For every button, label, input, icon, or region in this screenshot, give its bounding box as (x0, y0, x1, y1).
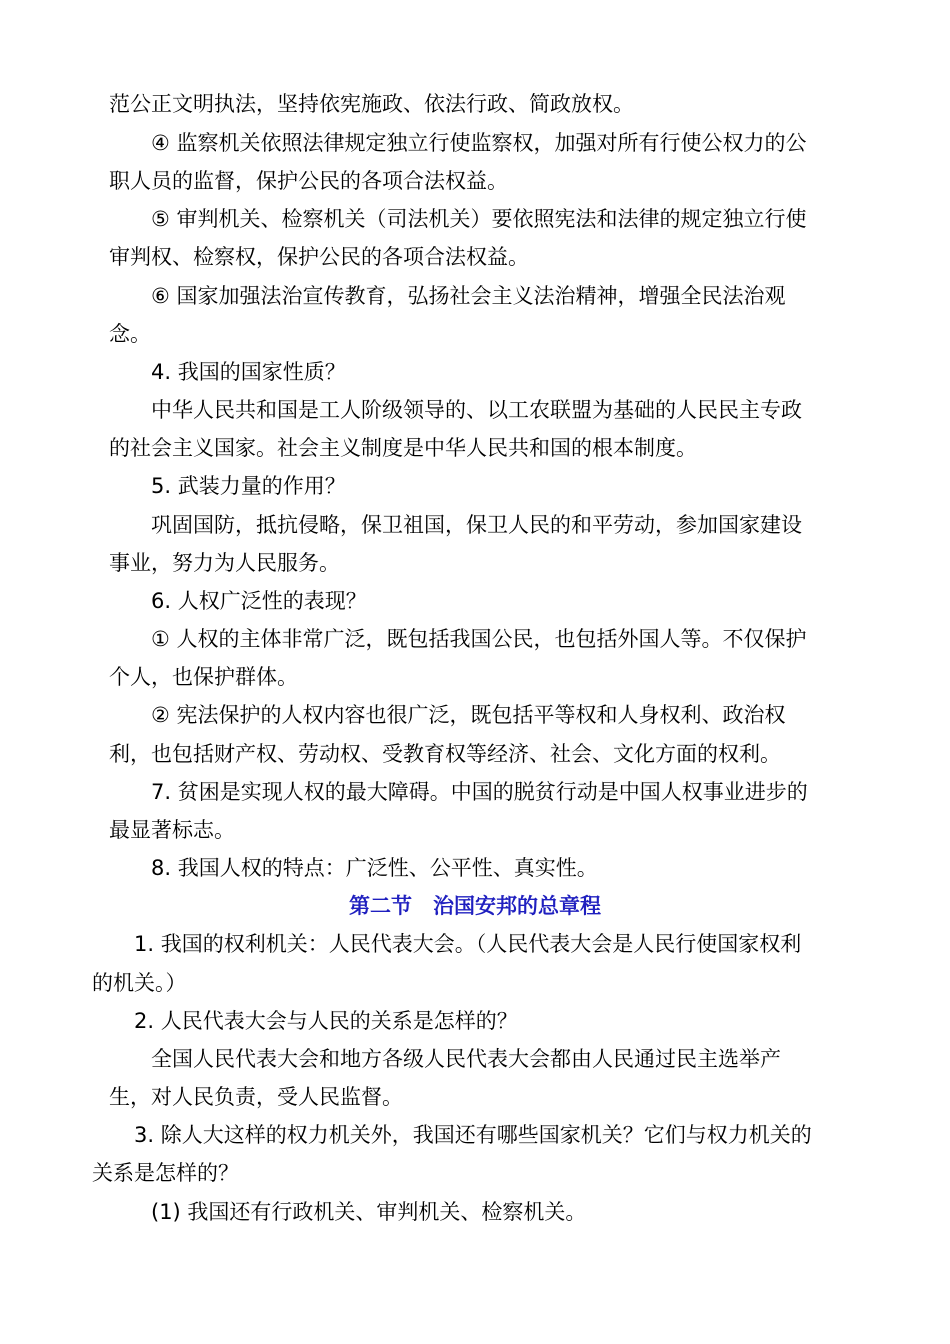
text-line: 范公正文明执法，坚持依宪施政、依法行政、简政放权。 (109, 92, 634, 116)
text-line: 中华人民共和国是工人阶级领导的、以工农联盟为基础的人民民主专政 (151, 398, 802, 422)
text-line: 的机关。） (92, 971, 187, 995)
text-line: ④ 监察机关依照法律规定独立行使监察权，加强对所有行使公权力的公 (151, 131, 807, 155)
question-line: 4. 我国的国家性质？ (151, 360, 346, 384)
text-line: 巩固国防，抵抗侵略，保卫祖国，保卫人民的和平劳动，参加国家建设 (151, 513, 802, 537)
text-line: 职人员的监督，保护公民的各项合法权益。 (109, 169, 508, 193)
text-line: 全国人民代表大会和地方各级人民代表大会都由人民通过民主选举产 (151, 1047, 781, 1071)
text-line: 利，也包括财产权、劳动权、受教育权等经济、社会、文化方面的权利。 (109, 742, 781, 766)
text-line: 事业，努力为人民服务。 (109, 551, 340, 575)
text-line: 审判权、检察权，保护公民的各项合法权益。 (109, 245, 529, 269)
text-line: 8. 我国人权的特点：广泛性、公平性、真实性。 (151, 856, 598, 880)
text-line: 1. 我国的权利机关：人民代表大会。（人民代表大会是人民行使国家权利 (134, 932, 802, 956)
text-line: 生，对人民负责，受人民监督。 (109, 1085, 403, 1109)
text-line: 念。 (109, 322, 151, 346)
question-line: 6. 人权广泛性的表现？ (151, 589, 367, 613)
question-line: 3. 除人大这样的权力机关外，我国还有哪些国家机关？它们与权力机关的 (134, 1123, 812, 1147)
question-line: 5. 武装力量的作用？ (151, 474, 346, 498)
question-line: 2. 人民代表大会与人民的关系是怎样的？ (134, 1009, 518, 1033)
text-line: 关系是怎样的？ (92, 1161, 239, 1185)
text-line: ⑥ 国家加强法治宣传教育，弘扬社会主义法治精神，增强全民法治观 (151, 284, 786, 308)
text-line: 的社会主义国家。社会主义制度是中华人民共和国的根本制度。 (109, 436, 697, 460)
text-line: 个人，也保护群体。 (109, 665, 298, 689)
text-line: (1) 我国还有行政机关、审判机关、检察机关。 (151, 1200, 587, 1224)
text-line: 最显著标志。 (109, 818, 235, 842)
text-line: ① 人权的主体非常广泛，既包括我国公民，也包括外国人等。不仅保护 (151, 627, 807, 651)
text-line: 7. 贫困是实现人权的最大障碍。中国的脱贫行动是中国人权事业进步的 (151, 780, 808, 804)
section-heading: 第二节 治国安邦的总章程 (349, 894, 601, 918)
text-line: ⑤ 审判机关、检察机关（司法机关）要依照宪法和法律的规定独立行使 (151, 207, 807, 231)
text-line: ② 宪法保护的人权内容也很广泛，既包括平等权和人身权利、政治权 (151, 703, 786, 727)
